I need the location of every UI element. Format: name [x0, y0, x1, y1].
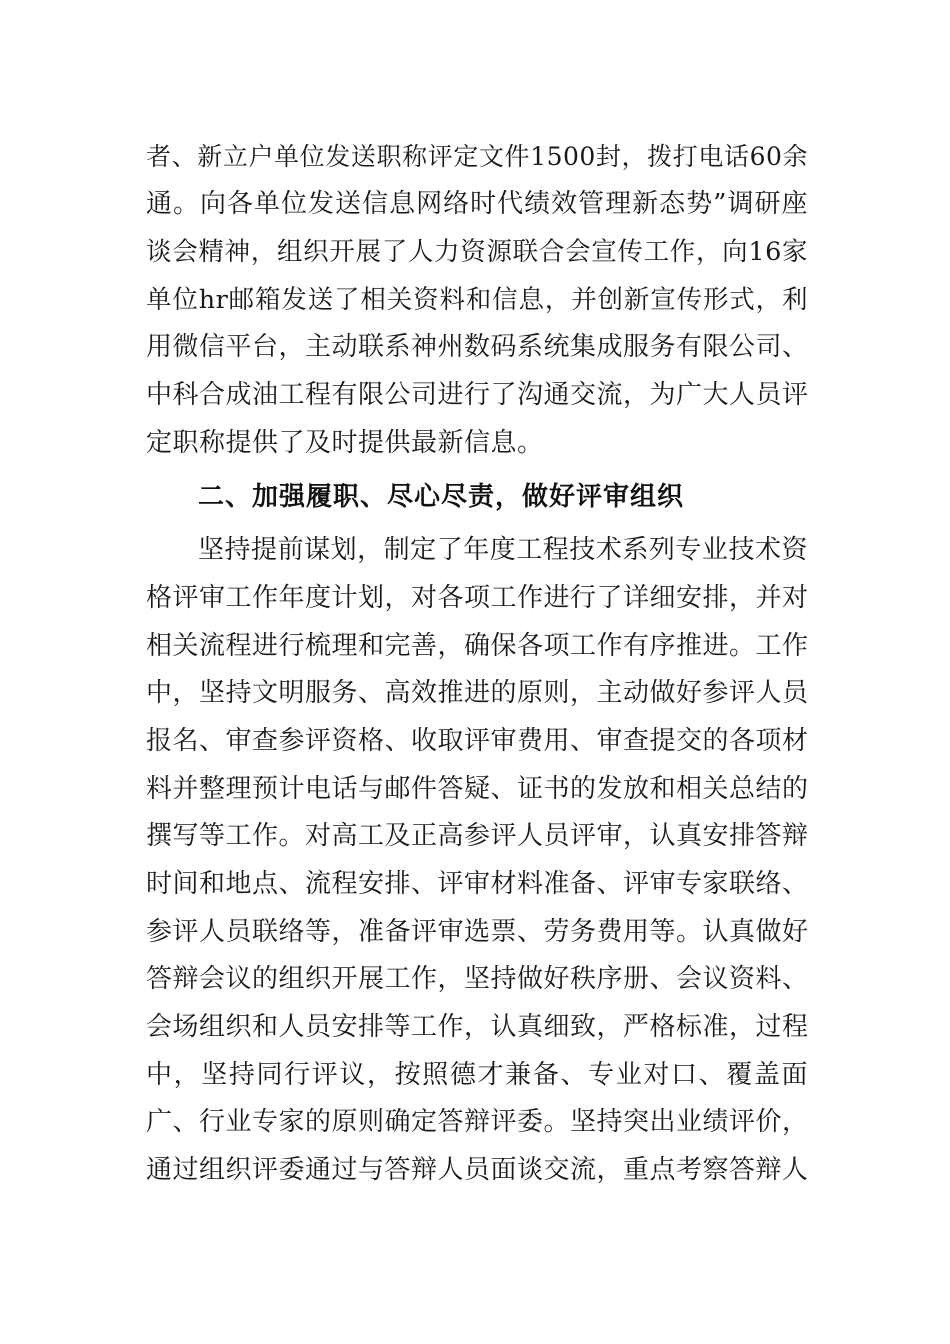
- paragraph-line: 报名、审查参评资格、收取评审费用、审查提交的各项材: [146, 726, 809, 756]
- paragraph-line: 通过组织评委通过与答辩人员面谈交流，重点考察答辩人: [146, 1155, 809, 1185]
- paragraph-line: 料并整理预计电话与邮件答疑、证书的发放和相关总结的: [146, 774, 809, 804]
- paragraph-line: 用微信平台，主动联系神州数码系统集成服务有限公司、: [146, 332, 809, 362]
- paragraph-line: 格评审工作年度计划，对各项工作进行了详细安排，并对: [146, 583, 809, 613]
- paragraph-line: 谈会精神，组织开展了人力资源联合会宣传工作，向16家: [146, 237, 808, 267]
- paragraph-line: 单位hr邮箱发送了相关资料和信息，并创新宣传形式，利: [146, 285, 808, 315]
- paragraph-line: 撰写等工作。对高工及正高参评人员评审，认真安排答辩: [146, 821, 809, 851]
- paragraph-line: 会场组织和人员安排等工作，认真细致，严格标准，过程: [146, 1012, 809, 1042]
- paragraph-line: 定职称提供了及时提供最新信息。: [146, 428, 544, 458]
- paragraph-line: 时间和地点、流程安排、评审材料准备、评审专家联络、: [146, 869, 809, 899]
- paragraph-line: 相关流程进行梳理和完善，确保各项工作有序推进。工作: [146, 631, 809, 661]
- paragraph-line: 中，坚持文明服务、高效推进的原则，主动做好参评人员: [146, 678, 809, 708]
- paragraph-line: 参评人员联络等，准备评审选票、劳务费用等。认真做好: [146, 917, 809, 947]
- paragraph-line: 中科合成油工程有限公司进行了沟通交流，为广大人员评: [146, 380, 809, 410]
- section-heading: 二、加强履职、尽心尽责，做好评审组织: [198, 482, 685, 512]
- paragraph-line: 通。向各单位发送信息网络时代绩效管理新态势”调研座: [146, 189, 808, 219]
- paragraph-line: 答辩会议的组织开展工作，坚持做好秩序册、会议资料、: [146, 964, 809, 994]
- paragraph-line: 广、行业专家的原则确定答辩评委。坚持突出业绩评价，: [146, 1107, 809, 1137]
- paragraph-line: 者、新立户单位发送职称评定文件1500封，拨打电话60余: [146, 142, 808, 171]
- paragraph-line: 中，坚持同行评议，按照德才兼备、专业对口、覆盖面: [146, 1060, 808, 1090]
- paragraph-line: 坚持提前谋划，制定了年度工程技术系列专业技术资: [198, 535, 808, 565]
